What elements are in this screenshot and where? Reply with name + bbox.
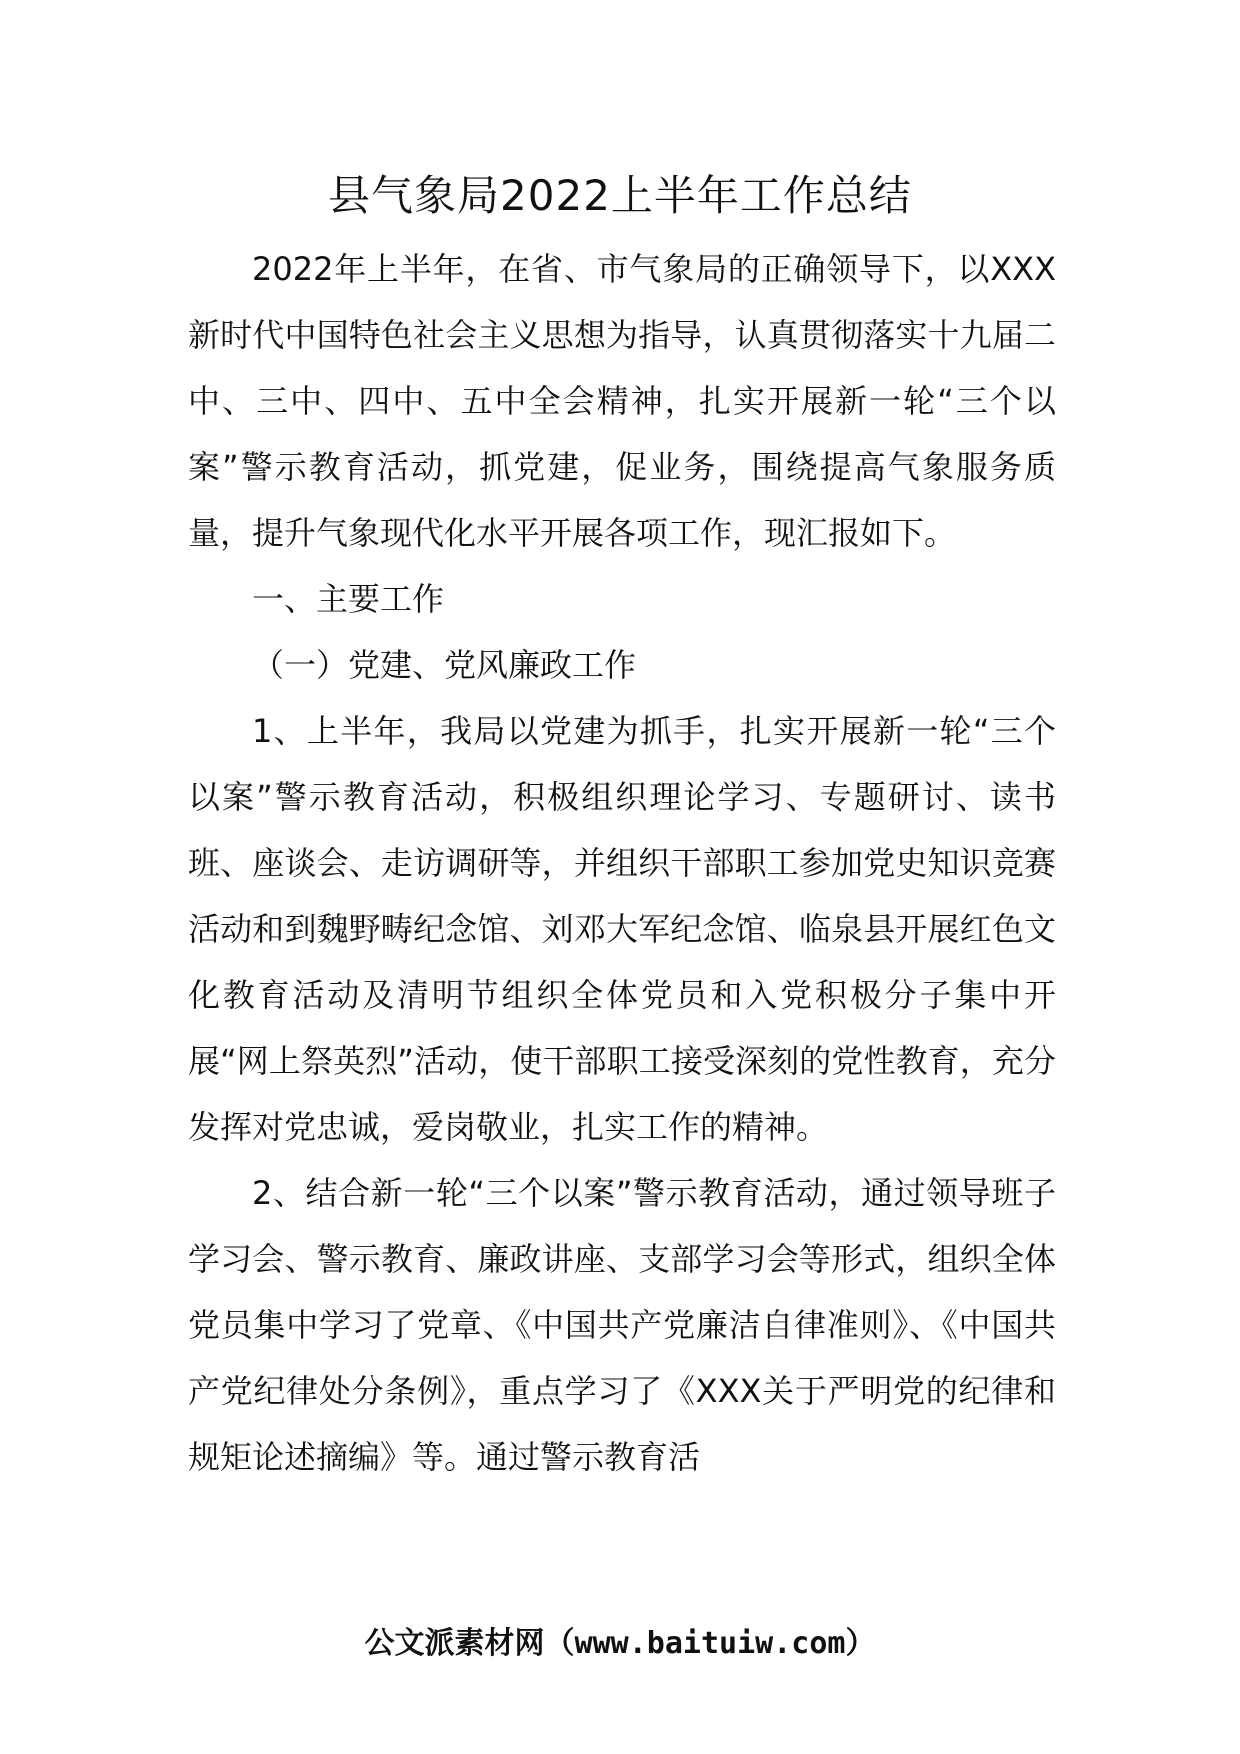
footer-url: （www.baituiw.com） [544, 1626, 876, 1661]
document-body [188, 236, 1056, 1490]
paragraph-item-2: 2、结合新一轮“三个以案”警示教育活动，通过领导班子学习会、警示教育、廉政讲座、支部学习会等形式，组织全体党员集中学习了党章、《中国共产党廉洁自律准则》、《中国共产党纪律处分条例》，重点学习了《XXX关于严明党的纪律和规矩论述摘编》等。通过警示教育活 [188, 1174, 1056, 1476]
section-heading-main-work: 一、主要工作 [252, 580, 445, 618]
footer-site-name: 公文派素材网 [364, 1626, 545, 1661]
footer-watermark [0, 1622, 1240, 1666]
intro-paragraph: 2022年上半年，在省、市气象局的正确领导下，以XXX新时代中国特色社会主义思想为指导，认真贯彻落实十九届二中、三中、四中、五中全会精神，扎实开展新一轮“三个以案”警示教育活动，抓党建，促业务，围绕提高气象服务质量，提升气象现代化水平开展各项工作，现汇报如下。 [188, 250, 1056, 552]
subsection-heading-party-building: （一）党建、党风廉政工作 [252, 646, 637, 684]
paragraph-item-1: 1、上半年，我局以党建为抓手，扎实开展新一轮“三个以案”警示教育活动，积极组织理论学习、专题研讨、读书班、座谈会、走访调研等，并组织干部职工参加党史知识竞赛活动和到魏野畴纪念馆、刘邓大军纪念馆、临泉县开展红色文化教育活动及清明节组织全体党员和入党积极分子集中开展“网上祭英烈”活动，使干部职工接受深刻的党性教育，充分发挥对党忠诚，爱岗敬业，扎实工作的精神。 [188, 712, 1056, 1146]
document-title: 县气象局2022上半年工作总结 [328, 171, 912, 220]
